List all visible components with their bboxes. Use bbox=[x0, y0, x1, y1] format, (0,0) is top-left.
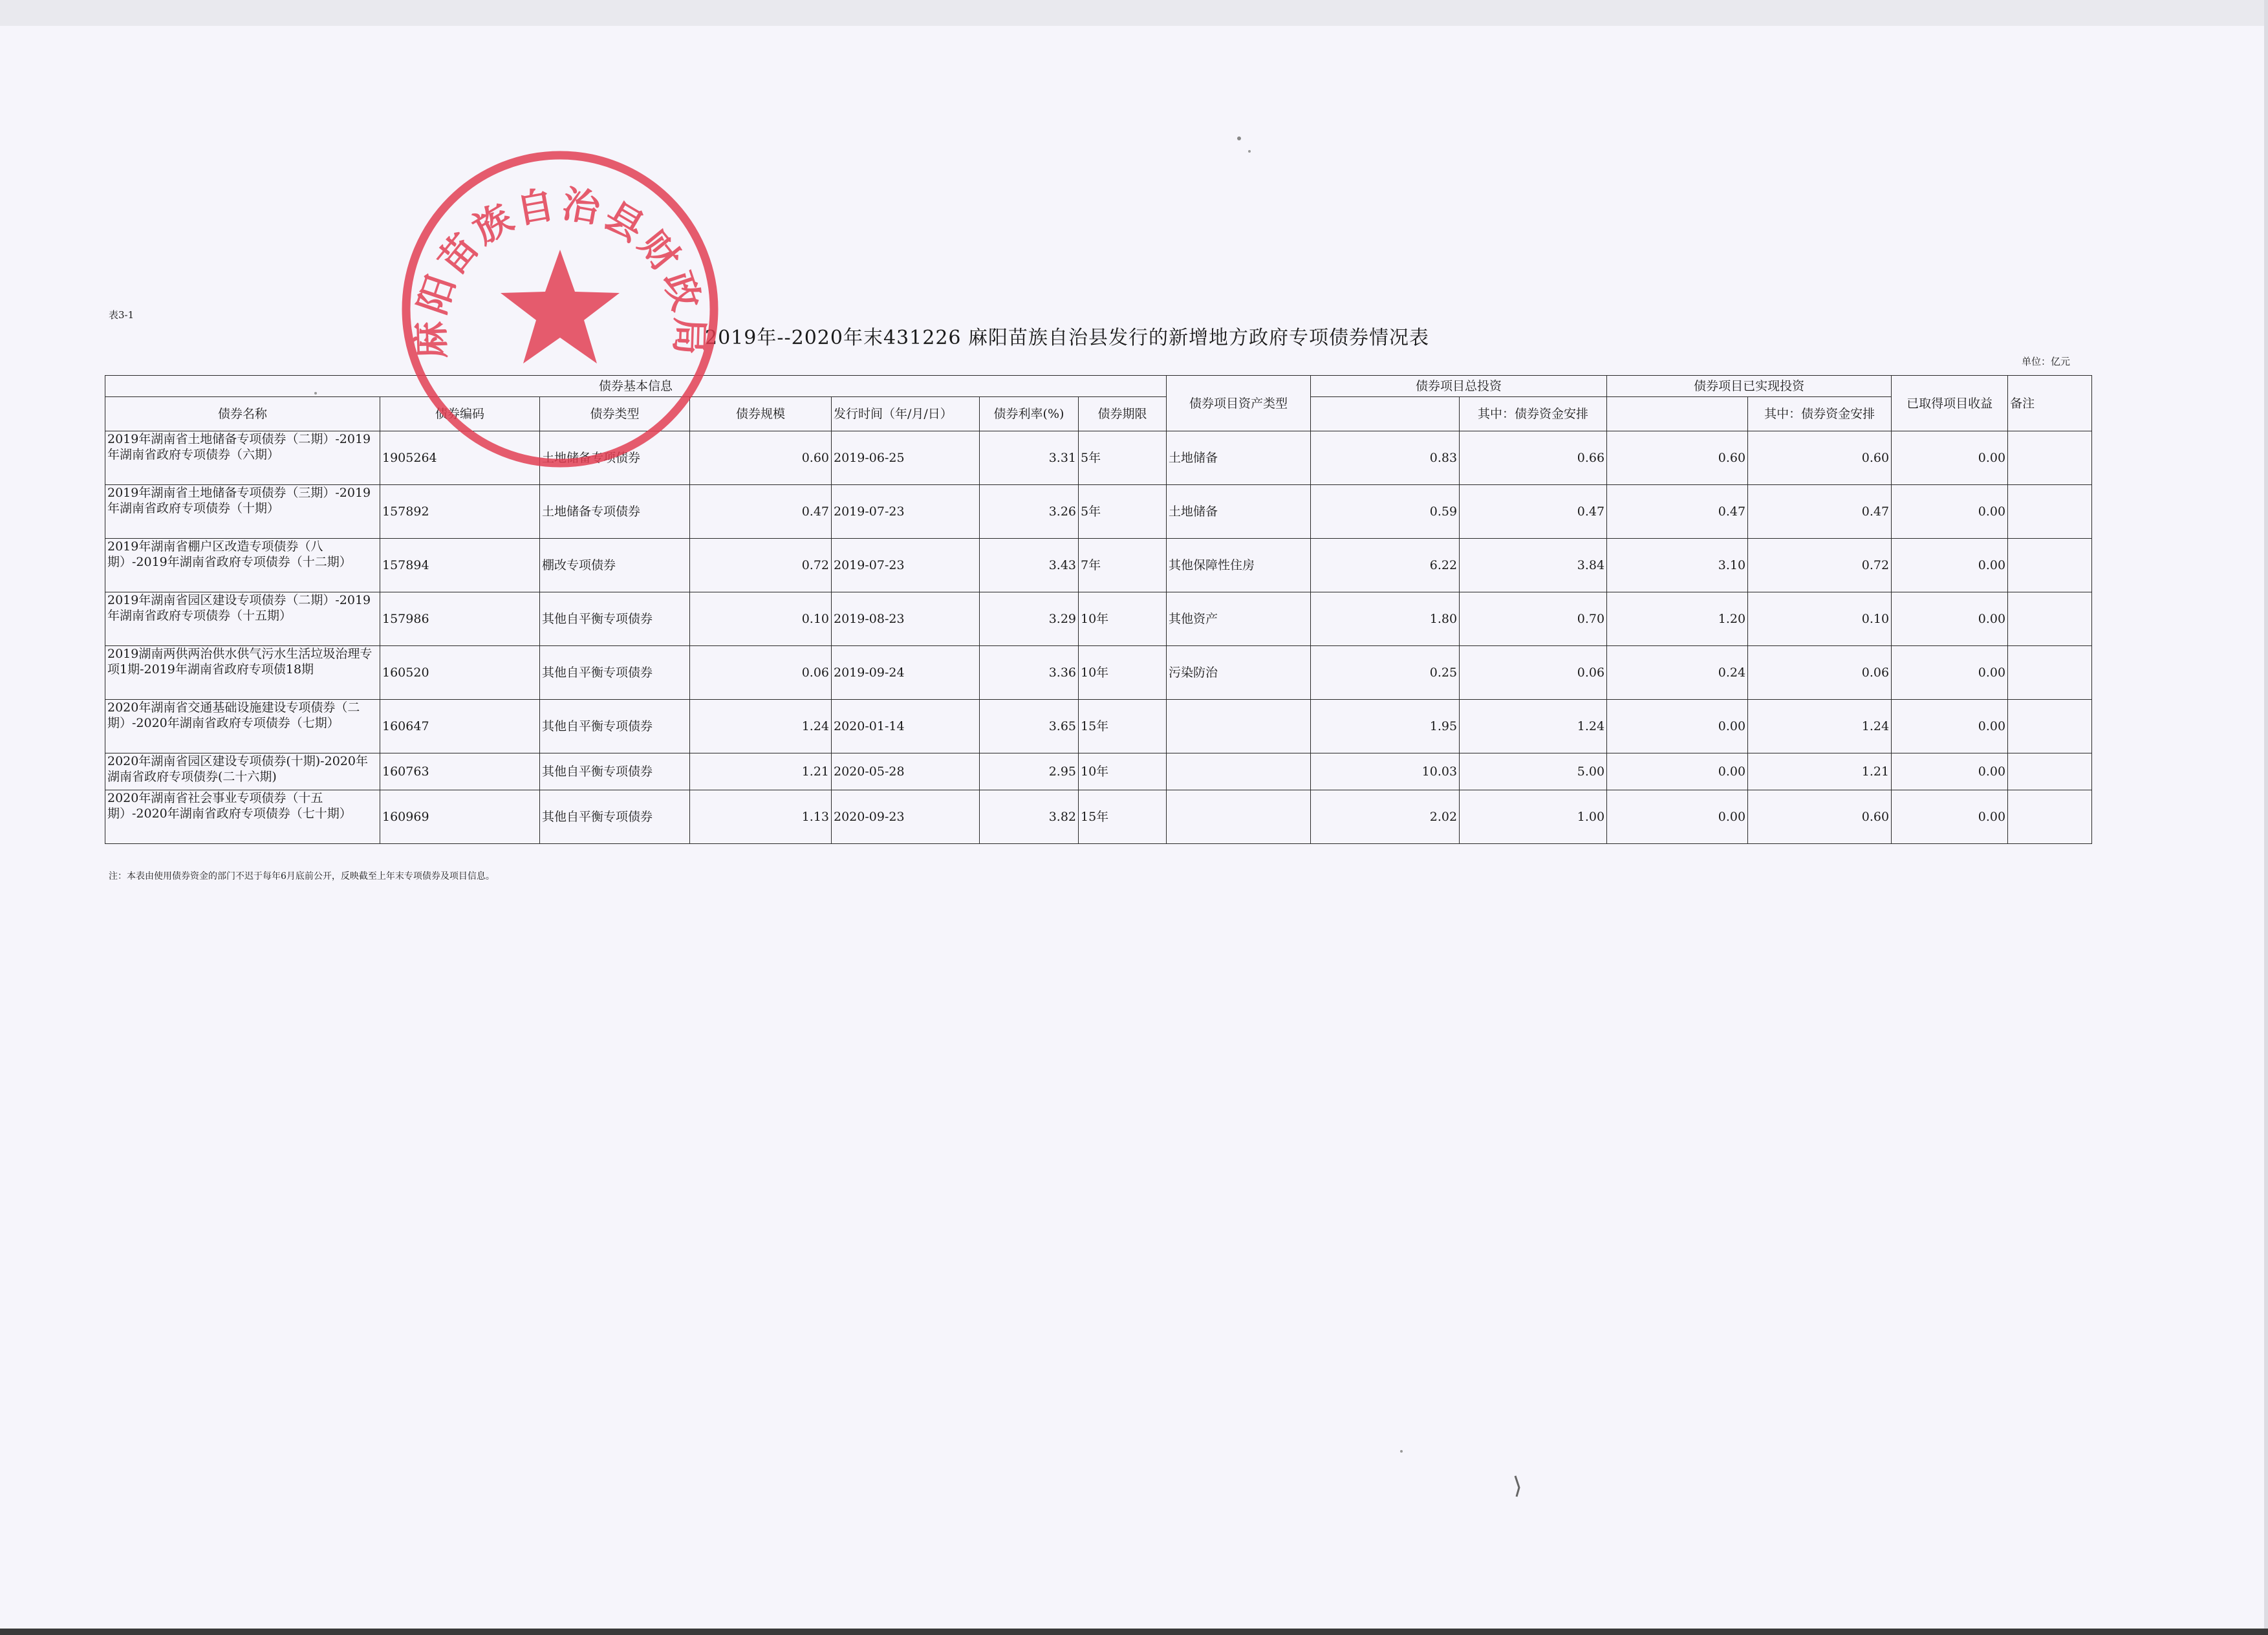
cell-realized: 0.00 bbox=[1607, 790, 1748, 844]
cell-realized-bond: 0.72 bbox=[1748, 539, 1892, 592]
cell-asset: 土地储备 bbox=[1167, 485, 1311, 539]
cell-scale: 1.13 bbox=[690, 790, 832, 844]
cell-name: 2019年湖南省土地储备专项债券（二期）-2019年湖南省政府专项债券（六期） bbox=[105, 431, 380, 485]
cell-rate: 3.29 bbox=[980, 592, 1079, 646]
cell-total: 2.02 bbox=[1311, 790, 1460, 844]
cell-remark bbox=[2008, 700, 2092, 753]
cell-scale: 0.10 bbox=[690, 592, 832, 646]
cell-name: 2020年湖南省社会事业专项债券（十五期）-2020年湖南省政府专项债券（七十期） bbox=[105, 790, 380, 844]
cell-realized-bond: 0.06 bbox=[1748, 646, 1892, 700]
cell-income: 0.00 bbox=[1892, 646, 2008, 700]
scan-speck bbox=[1515, 1476, 1519, 1497]
cell-realized-bond: 0.10 bbox=[1748, 592, 1892, 646]
cell-type: 其他自平衡专项债券 bbox=[540, 646, 690, 700]
page-title: 2019年--2020年末431226 麻阳苗族自治县发行的新增地方政府专项债券情况表 bbox=[705, 327, 1430, 349]
cell-realized: 0.24 bbox=[1607, 646, 1748, 700]
cell-term: 15年 bbox=[1079, 700, 1167, 753]
cell-type: 棚改专项债券 bbox=[540, 539, 690, 592]
cell-asset bbox=[1167, 753, 1311, 790]
cell-total: 6.22 bbox=[1311, 539, 1460, 592]
header-name: 债券名称 bbox=[105, 397, 380, 431]
cell-income: 0.00 bbox=[1892, 790, 2008, 844]
table-row bbox=[105, 485, 2092, 539]
seal-star-icon bbox=[501, 250, 620, 363]
cell-date: 2020-05-28 bbox=[832, 753, 980, 790]
cell-income: 0.00 bbox=[1892, 700, 2008, 753]
cell-total: 1.95 bbox=[1311, 700, 1460, 753]
cell-code: 160647 bbox=[380, 700, 540, 753]
cell-date: 2019-08-23 bbox=[832, 592, 980, 646]
cell-asset: 其他保障性住房 bbox=[1167, 539, 1311, 592]
header-asset-type: 债券项目资产类型 bbox=[1167, 376, 1311, 431]
cell-income: 0.00 bbox=[1892, 592, 2008, 646]
cell-total: 10.03 bbox=[1311, 753, 1460, 790]
cell-remark bbox=[2008, 646, 2092, 700]
header-scale: 债券规模 bbox=[690, 397, 832, 431]
cell-income: 0.00 bbox=[1892, 753, 2008, 790]
cell-total-bond: 0.47 bbox=[1460, 485, 1607, 539]
cell-date: 2019-09-24 bbox=[832, 646, 980, 700]
cell-realized: 1.20 bbox=[1607, 592, 1748, 646]
cell-rate: 3.65 bbox=[980, 700, 1079, 753]
header-term: 债券期限 bbox=[1079, 397, 1167, 431]
cell-rate: 3.43 bbox=[980, 539, 1079, 592]
scan-top-edge bbox=[0, 0, 2268, 26]
cell-asset: 污染防治 bbox=[1167, 646, 1311, 700]
cell-realized-bond: 1.21 bbox=[1748, 753, 1892, 790]
cell-code: 160969 bbox=[380, 790, 540, 844]
cell-income: 0.00 bbox=[1892, 485, 2008, 539]
cell-remark bbox=[2008, 485, 2092, 539]
header-total-bond-part: 其中：债券资金安排 bbox=[1460, 397, 1607, 431]
header-total-amount bbox=[1311, 397, 1460, 431]
cell-scale: 1.21 bbox=[690, 753, 832, 790]
cell-term: 5年 bbox=[1079, 431, 1167, 485]
scan-speck bbox=[1237, 136, 1241, 140]
cell-name: 2020年湖南省园区建设专项债券(十期)-2020年湖南省政府专项债券(二十六期) bbox=[105, 753, 380, 790]
cell-total-bond: 3.84 bbox=[1460, 539, 1607, 592]
cell-realized: 3.10 bbox=[1607, 539, 1748, 592]
cell-total-bond: 5.00 bbox=[1460, 753, 1607, 790]
scan-speck bbox=[1400, 1450, 1403, 1453]
header-type: 债券类型 bbox=[540, 397, 690, 431]
header-group-total: 债券项目总投资 bbox=[1311, 376, 1607, 397]
cell-realized-bond: 0.60 bbox=[1748, 790, 1892, 844]
cell-remark bbox=[2008, 431, 2092, 485]
cell-total: 1.80 bbox=[1311, 592, 1460, 646]
cell-term: 15年 bbox=[1079, 790, 1167, 844]
cell-total: 0.25 bbox=[1311, 646, 1460, 700]
footnote: 注：本表由使用债券资金的部门不迟于每年6月底前公开，反映截至上年末专项债券及项目信息。 bbox=[109, 871, 495, 882]
official-seal bbox=[392, 141, 728, 477]
header-income: 已取得项目收益 bbox=[1892, 376, 2008, 431]
cell-rate: 3.82 bbox=[980, 790, 1079, 844]
cell-total: 0.59 bbox=[1311, 485, 1460, 539]
scan-speck bbox=[1248, 150, 1251, 153]
cell-total: 0.83 bbox=[1311, 431, 1460, 485]
header-rate: 债券利率(%) bbox=[980, 397, 1079, 431]
cell-realized: 0.00 bbox=[1607, 753, 1748, 790]
table-row bbox=[105, 646, 2092, 700]
header-code: 债券编码 bbox=[380, 397, 540, 431]
cell-total-bond: 1.24 bbox=[1460, 700, 1607, 753]
cell-total-bond: 0.70 bbox=[1460, 592, 1607, 646]
cell-scale: 1.24 bbox=[690, 700, 832, 753]
header-group-realized: 债券项目已实现投资 bbox=[1607, 376, 1892, 397]
cell-term: 5年 bbox=[1079, 485, 1167, 539]
cell-rate: 3.26 bbox=[980, 485, 1079, 539]
cell-date: 2019-06-25 bbox=[832, 431, 980, 485]
cell-term: 10年 bbox=[1079, 753, 1167, 790]
cell-name: 2019年湖南省棚户区改造专项债券（八期）-2019年湖南省政府专项债券（十二期） bbox=[105, 539, 380, 592]
table-row bbox=[105, 700, 2092, 753]
table-row bbox=[105, 753, 2092, 790]
cell-type: 其他自平衡专项债券 bbox=[540, 700, 690, 753]
cell-realized: 0.47 bbox=[1607, 485, 1748, 539]
header-realized-amount bbox=[1607, 397, 1748, 431]
cell-type: 土地储备专项债券 bbox=[540, 485, 690, 539]
cell-term: 10年 bbox=[1079, 646, 1167, 700]
header-remark: 备注 bbox=[2008, 376, 2092, 431]
cell-type: 其他自平衡专项债券 bbox=[540, 592, 690, 646]
cell-remark bbox=[2008, 790, 2092, 844]
cell-asset bbox=[1167, 700, 1311, 753]
cell-type: 其他自平衡专项债券 bbox=[540, 753, 690, 790]
cell-name: 2019湖南两供两治供水供气污水生活垃圾治理专项1期-2019年湖南省政府专项债18期 bbox=[105, 646, 380, 700]
cell-code: 160520 bbox=[380, 646, 540, 700]
cell-total-bond: 0.66 bbox=[1460, 431, 1607, 485]
cell-remark bbox=[2008, 753, 2092, 790]
header-issue-date: 发行时间（年/月/日） bbox=[832, 397, 980, 431]
cell-asset bbox=[1167, 790, 1311, 844]
scan-bottom-edge bbox=[0, 1629, 2268, 1635]
cell-asset: 土地储备 bbox=[1167, 431, 1311, 485]
cell-name: 2019年湖南省园区建设专项债券（二期）-2019年湖南省政府专项债券（十五期） bbox=[105, 592, 380, 646]
cell-scale: 0.72 bbox=[690, 539, 832, 592]
cell-realized: 0.60 bbox=[1607, 431, 1748, 485]
cell-scale: 0.47 bbox=[690, 485, 832, 539]
cell-date: 2020-09-23 bbox=[832, 790, 980, 844]
table-body bbox=[105, 431, 2092, 844]
cell-realized: 0.00 bbox=[1607, 700, 1748, 753]
cell-income: 0.00 bbox=[1892, 539, 2008, 592]
cell-realized-bond: 1.24 bbox=[1748, 700, 1892, 753]
cell-rate: 2.95 bbox=[980, 753, 1079, 790]
cell-code: 157894 bbox=[380, 539, 540, 592]
table-row bbox=[105, 790, 2092, 844]
cell-remark bbox=[2008, 539, 2092, 592]
cell-date: 2019-07-23 bbox=[832, 485, 980, 539]
cell-term: 10年 bbox=[1079, 592, 1167, 646]
cell-name: 2019年湖南省土地储备专项债券（三期）-2019年湖南省政府专项债券（十期） bbox=[105, 485, 380, 539]
cell-total-bond: 1.00 bbox=[1460, 790, 1607, 844]
cell-code: 157986 bbox=[380, 592, 540, 646]
cell-scale: 0.60 bbox=[690, 431, 832, 485]
cell-total-bond: 0.06 bbox=[1460, 646, 1607, 700]
cell-realized-bond: 0.60 bbox=[1748, 431, 1892, 485]
table-row bbox=[105, 539, 2092, 592]
cell-name: 2020年湖南省交通基础设施建设专项债券（二期）-2020年湖南省政府专项债券（七期） bbox=[105, 700, 380, 753]
cell-code: 1905264 bbox=[380, 431, 540, 485]
cell-scale: 0.06 bbox=[690, 646, 832, 700]
cell-rate: 3.31 bbox=[980, 431, 1079, 485]
scan-right-edge bbox=[2264, 0, 2268, 1635]
unit-label: 单位：亿元 bbox=[2022, 356, 2071, 367]
header-group-basic: 债券基本信息 bbox=[105, 376, 1167, 397]
cell-asset: 其他资产 bbox=[1167, 592, 1311, 646]
table-row bbox=[105, 592, 2092, 646]
header-realized-bond-part: 其中：债券资金安排 bbox=[1748, 397, 1892, 431]
cell-type: 土地储备专项债券 bbox=[540, 431, 690, 485]
cell-date: 2020-01-14 bbox=[832, 700, 980, 753]
cell-code: 160763 bbox=[380, 753, 540, 790]
cell-code: 157892 bbox=[380, 485, 540, 539]
cell-rate: 3.36 bbox=[980, 646, 1079, 700]
cell-income: 0.00 bbox=[1892, 431, 2008, 485]
cell-term: 7年 bbox=[1079, 539, 1167, 592]
cell-type: 其他自平衡专项债券 bbox=[540, 790, 690, 844]
seal-text: 麻阳苗族自治县财政局 bbox=[408, 181, 712, 360]
table-id: 表3-1 bbox=[109, 309, 135, 321]
cell-date: 2019-07-23 bbox=[832, 539, 980, 592]
cell-realized-bond: 0.47 bbox=[1748, 485, 1892, 539]
cell-remark bbox=[2008, 592, 2092, 646]
